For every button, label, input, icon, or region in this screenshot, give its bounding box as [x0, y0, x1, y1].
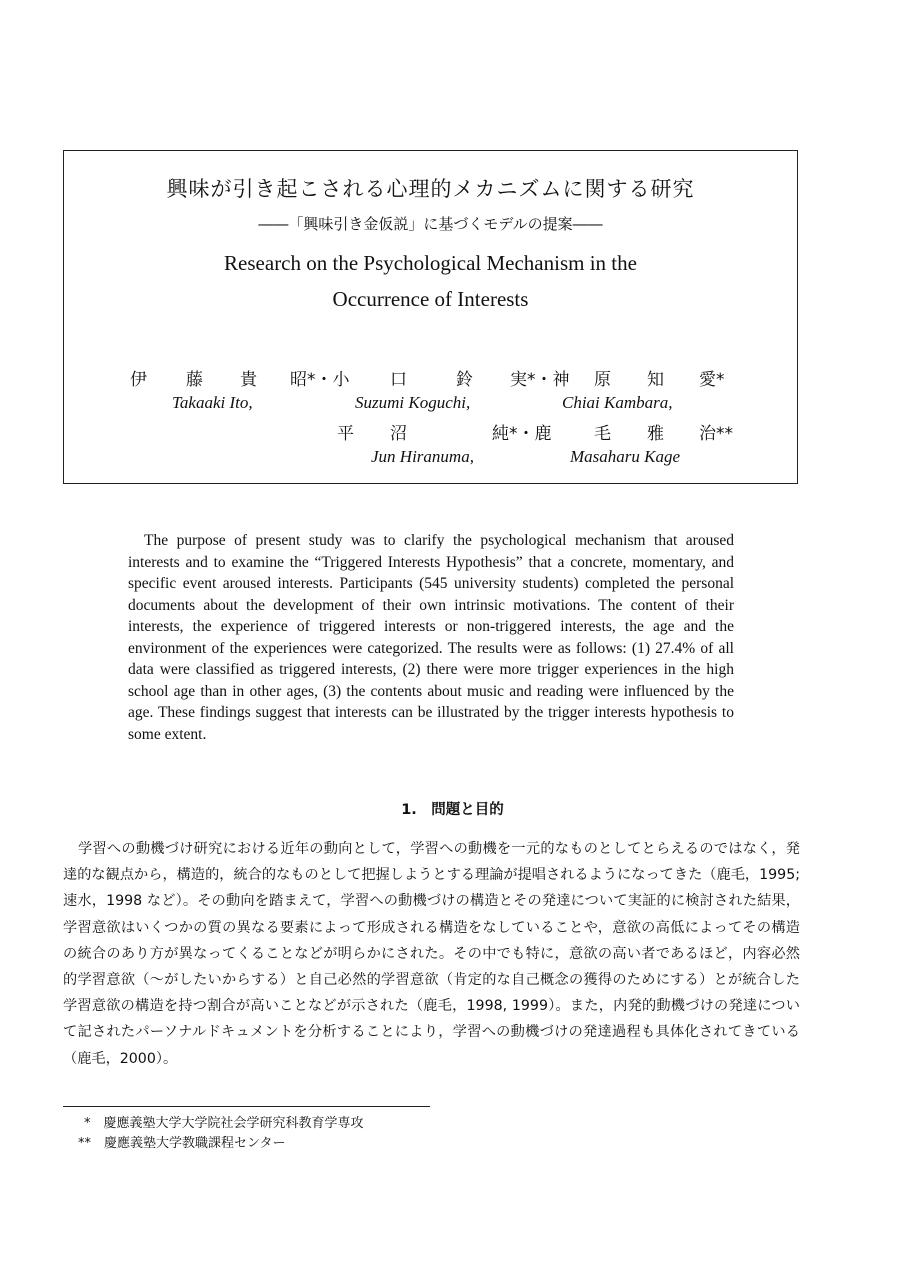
author-char: 藤 [186, 370, 203, 390]
author-char: 伊 [130, 370, 147, 390]
author-char: 毛 [594, 424, 611, 444]
footnote-divider [63, 1106, 430, 1107]
title-box [63, 150, 798, 484]
author-char: 雅 [647, 424, 664, 444]
english-title [64, 245, 797, 317]
author-char: 口 [390, 370, 407, 390]
author-romaji: Chiai Kambara, [562, 393, 673, 412]
footnote-1: * 慶應義塾大学大学院社会学研究科教育学専攻 [84, 1116, 364, 1131]
english-title-line-1: Research on the Psychological Mechanism in the [224, 251, 637, 275]
author-romaji: Masaharu Kage [570, 447, 681, 466]
footnote-2: ** 慶應義塾大学教職課程センター [78, 1136, 286, 1151]
japanese-title: 興味が引き起こされる心理的メカニズムに関する研究 [166, 177, 695, 201]
author-romaji: Suzumi Koguchi, [355, 393, 471, 412]
japanese-subtitle: ――「興味引き金仮説」に基づくモデルの提案―― [258, 215, 603, 233]
author-char: 鈴 [456, 370, 473, 390]
author-char: 昭*・小 [290, 370, 350, 390]
author-char: 知 [647, 370, 664, 390]
author-char: 原 [594, 370, 611, 390]
abstract-paragraph: The purpose of present study was to clarify the psychological mechanism that aroused interests and to examine the “Triggered Interests Hypothesis” that a concrete, momentary, and specific event aroused interests. Participants (545 university students) completed the personal documents about the development of their own intrinsic motivations. The content of their interests, the experience of triggered interests or non-triggered interests, the age and the environment of the experiences were categorized. The results were as follows: (1) 27.4% of all data were classified as triggered interests, (2) there were more trigger experiences in the high school age than in other ages, (3) the contents about music and reading were influenced by the age. These findings suggest that interests can be illustrated by the trigger interests hypothesis to some extent. [128, 532, 734, 743]
author-romaji: Jun Hiranuma, [371, 447, 474, 466]
author-char: 純*・鹿 [492, 424, 552, 444]
author-char: 沼 [390, 424, 407, 444]
section-body-paragraph: 学習への動機づけ研究における近年の動向として，学習への動機を一元的なものとしてとらえるのではなく，発達的な観点から，構造的，統合的なものとして把握しようとする理論が提唱されるようになってきた（鹿毛，1995; 速水，1998 など）。その動向を踏まえて，学習への動機づけの構造とその発達について実証的に検討された結果，学習意欲はいくつかの質の異なる要素によって形成される構造をなしていることや，意欲の高低によってその構造の統合のあり方が異なってくることなどが明らかにされた。その中でも特に，意欲の高い者であるほど，内容必然的学習意欲（～がしたいからする）と自己必然的学習意欲（肯定的な自己概念の獲得のためにする）とが統合した学習意欲の構造を持つ割合が高いことなどが示された（鹿毛，1998, 1999）。また，内発的動機づけの発達について記されたパーソナルドキュメントを分析することにより，学習への動機づけの発達過程も具体化されてきている（鹿毛，2000）。 [63, 841, 800, 1067]
english-title-line-2: Occurrence of Interests [332, 287, 529, 311]
author-char: 貴 [240, 370, 257, 390]
author-char: 実*・神 [510, 370, 570, 390]
author-romaji: Takaaki Ito, [172, 393, 253, 412]
author-char: 平 [337, 424, 354, 444]
section-heading: 1. 問題と目的 [401, 802, 504, 818]
author-char: 治** [699, 424, 733, 444]
author-char: 愛* [699, 370, 725, 390]
